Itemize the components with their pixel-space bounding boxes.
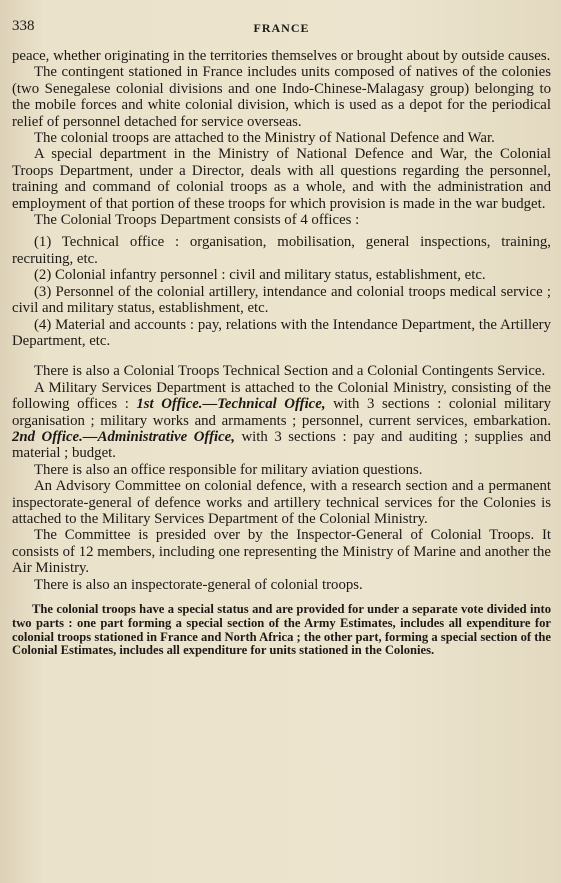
- list-item: (1) Technical office : organisation, mobilisation, general inspections, training, recruiting, etc.: [12, 234, 551, 267]
- page-header: [12, 18, 551, 48]
- footnote-text: The colonial troops have a special status and are provided for under a separate vote divided into two parts : one part forming a special section of the Army Estimates, includes all expenditure for colonial troops stationed in France and North Africa ; the other part, forming a special section of the Colonial Estimates, includes all expenditure for units stationed in the Colonies.: [12, 602, 551, 658]
- office-title: 1st Office.—Technical Office,: [136, 396, 326, 413]
- paragraph-text: A Military Services Department is attached to the Colonial Ministry, consisting of the following offices :: [12, 379, 551, 413]
- paragraph: An Advisory Committee on colonial defence, with a research section and a permanent inspectorate-general of defence works and artillery technical services for the Colonies is attached to the Military Services Department of the Colonial Ministry.: [12, 478, 551, 527]
- paragraph: There is also an inspectorate-general of colonial troops.: [34, 576, 363, 593]
- list-item: (4) Material and accounts : pay, relations with the Intendance Department, the Artillery Department, etc.: [12, 316, 551, 349]
- paragraph: There is also a Colonial Troops Technical Section and a Colonial Contingents Service.: [34, 363, 546, 380]
- paragraph: The Committee is presided over by the Inspector-General of Colonial Troops. It consists of 12 members, including one representing the Ministry of Marine and another the Air Ministry.: [12, 527, 551, 577]
- paragraph-text: with 3 sections : pay and auditing ; supplies and material ; budget.: [12, 428, 551, 462]
- paragraph: [12, 380, 551, 462]
- paragraph: The colonial troops are attached to the Ministry of National Defence and War.: [34, 130, 495, 147]
- paragraph: The Colonial Troops Department consists of 4 offices :: [34, 212, 360, 229]
- list-item: (2) Colonial infantry personnel : civil and military status, establishment, etc.: [34, 267, 486, 284]
- office-title: 2nd Office.—Administrative Office,: [12, 428, 235, 445]
- paragraph: The contingent stationed in France includes units composed of natives of the colonies (two Senegalese colonial divisions and one Indo-Chinese-Malagasy group) belonging to the mobile forces and white colonial division, which is used as a depot for the periodical relief of personnel detached for service overseas.: [12, 64, 551, 130]
- footnote: [12, 603, 551, 658]
- list-item: (3) Personnel of the colonial artillery, intendance and colonial troops medical service ; civil and military status, establishment, etc.: [12, 283, 551, 317]
- main-text: [12, 48, 551, 593]
- paragraph-text: with 3 sections : colonial military organisation ; military works and armaments ; personnel, current services, embarkation.: [12, 396, 551, 429]
- running-title: FRANCE: [253, 21, 310, 35]
- paragraph: There is also an office responsible for military aviation questions.: [34, 461, 423, 478]
- paragraph: A special department in the Ministry of National Defence and War, the Colonial Troops Department, under a Director, deals with all questions regarding the personnel, training and command of colonial troops as a whole, and with the administration and employment of that portion of these troops for which provision is made in the war budget.: [12, 146, 551, 212]
- page-number: 338: [12, 18, 35, 34]
- paragraph: peace, whether originating in the territories themselves or brought about by outside causes.: [12, 48, 551, 64]
